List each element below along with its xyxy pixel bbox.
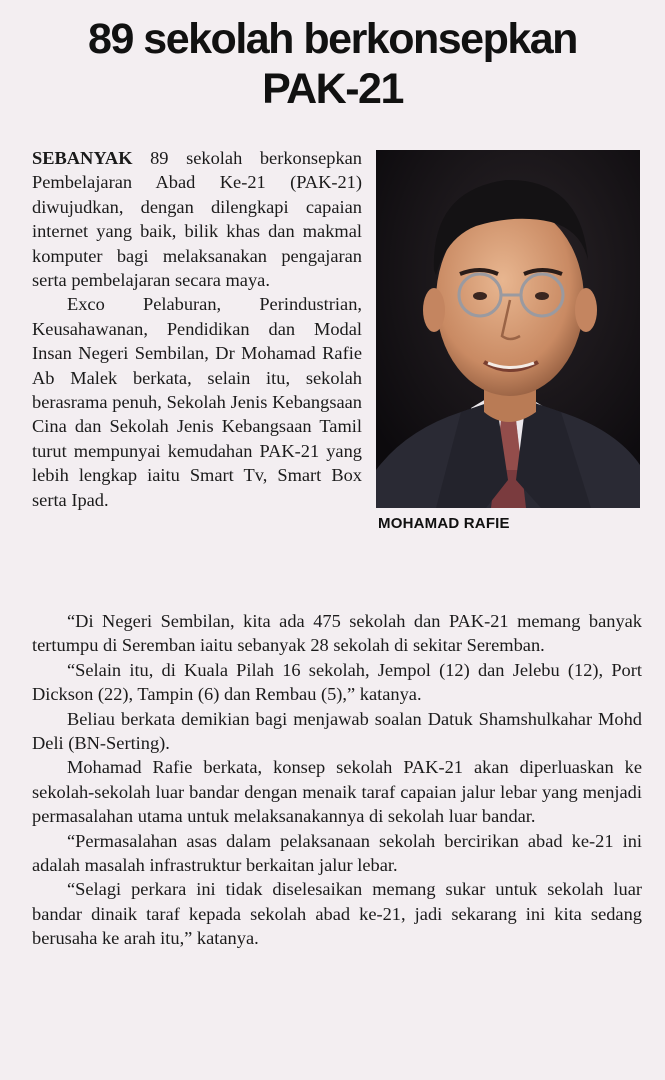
paragraph-3: “Di Negeri Sembilan, kita ada 475 sekolah dan PAK-21 memang banyak tertumpu di Seremban iaitu sebanyak 28 sekolah di sekitar Seremban.	[32, 611, 642, 656]
headline-line-2: PAK-21	[262, 65, 403, 113]
paragraph-1	[32, 146, 362, 292]
portrait-illustration	[376, 150, 640, 508]
article-column-narrow	[32, 146, 362, 512]
article-column-full	[32, 609, 642, 951]
headline	[0, 14, 665, 114]
paragraph-4: “Selain itu, di Kuala Pilah 16 sekolah, Jempol (12) dan Jelebu (12), Port Dickson (22), Tampin (6) dan Rembau (5),” katanya.	[32, 659, 642, 705]
paragraph-2: Exco Pelaburan, Perindustrian, Keusahawanan, Pendidikan dan Modal Insan Negeri Sembilan, Dr Mohamad Rafie Ab Malek berkata, selain itu, sekolah berasrama penuh, Sekolah Jenis Kebangsaan Cina dan Sekolah Jenis Kebangsaan Tamil turut mempunyai kemudahan PAK-21 yang lebih lengkap iaitu Smart Tv, Smart Box serta Ipad.	[32, 294, 362, 510]
paragraph-1-text: 89 sekolah berkonsepkan Pembelajaran Abad Ke-21 (PAK-21) diwujudkan, dengan dilengkapi capaian internet yang baik, bilik khas dan makmal komputer bagi melaksanakan pengajaran serta pembelajaran secara maya.	[32, 148, 362, 291]
headline-line-1: 89 sekolah berkonsepkan	[88, 15, 577, 63]
photo-caption: MOHAMAD RAFIE	[378, 515, 510, 532]
paragraph-8: “Selagi perkara ini tidak diselesaikan memang sukar untuk sekolah luar bandar dinaik taraf kepada sekolah abad ke-21, jadi sekarang ini kita sedang berusaha ke arah itu,” katanya.	[32, 879, 642, 949]
paragraph-7: “Permasalahan asas dalam pelaksanaan sekolah bercirikan abad ke-21 ini adalah masalah infrastruktur berkaitan jalur lebar.	[32, 830, 642, 876]
lead-word: SEBANYAK	[32, 148, 133, 168]
paragraph-6: Mohamad Rafie berkata, konsep sekolah PAK-21 akan diperluaskan ke sekolah-sekolah luar bandar dengan menaik taraf capaian jalur lebar yang menjadi permasalahan utama untuk melaksanakannya di sekolah luar bandar.	[32, 757, 642, 827]
portrait-photo	[376, 150, 640, 508]
paragraph-5: Beliau berkata demikian bagi menjawab soalan Datuk Shamshulkahar Mohd Deli (BN-Serting).	[32, 708, 642, 754]
